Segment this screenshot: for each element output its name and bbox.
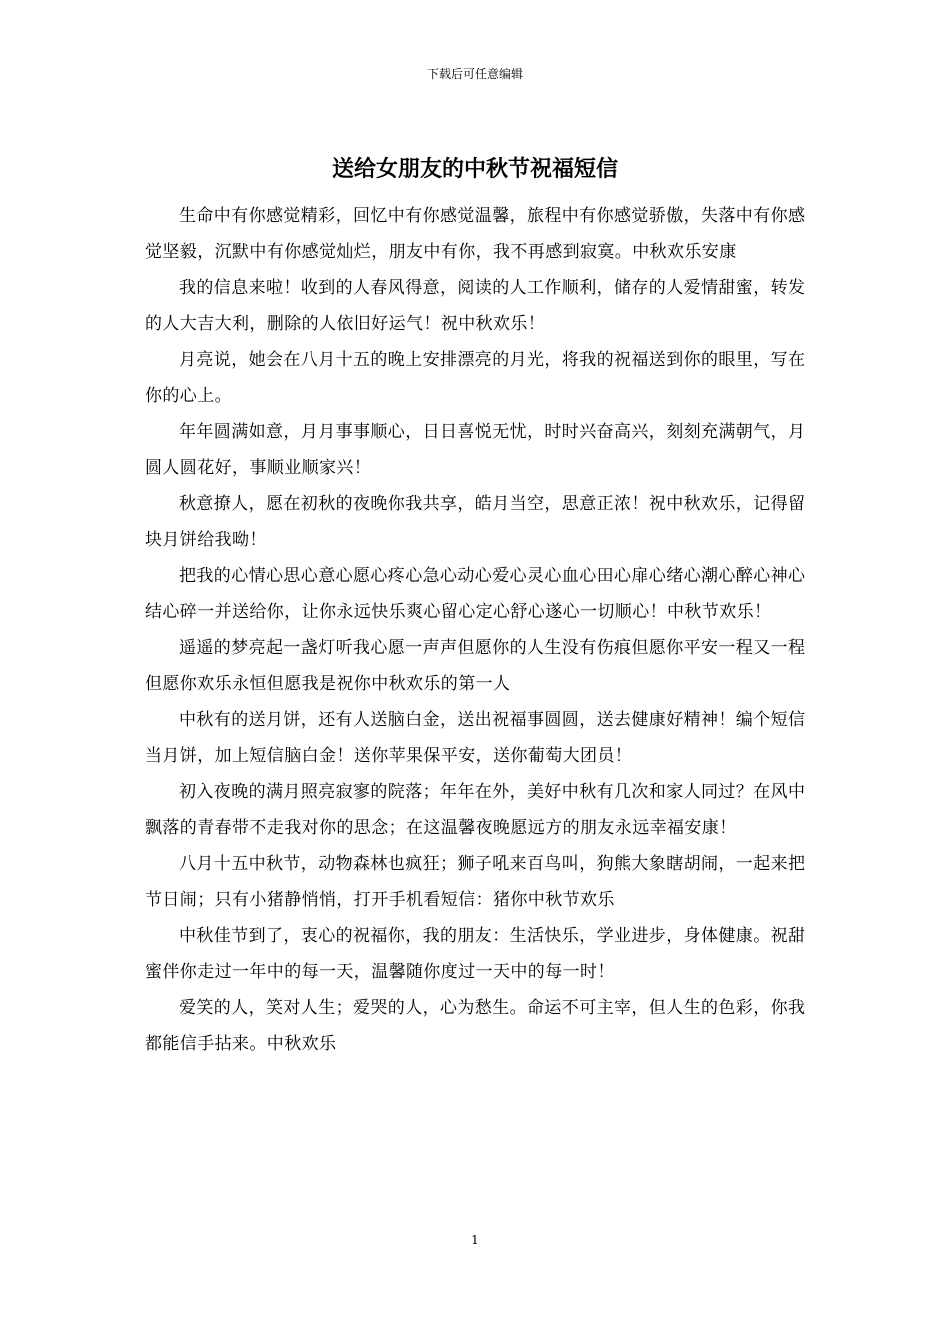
document-body	[145, 198, 813, 1062]
paragraph: 生命中有你感觉精彩，回忆中有你感觉温馨，旅程中有你感觉骄傲，失落中有你感觉坚毅，沉默中有你感觉灿烂，朋友中有你，我不再感到寂寞。中秋欢乐安康	[145, 206, 806, 262]
paragraph: 中秋有的送月饼，还有人送脑白金，送出祝福事圆圆，送去健康好精神！编个短信当月饼，加上短信脑白金！送你苹果保平安，送你葡萄大团员！	[145, 710, 806, 766]
paragraph: 月亮说，她会在八月十五的晚上安排漂亮的月光，将我的祝福送到你的眼里，写在你的心上。	[145, 350, 806, 406]
paragraph: 秋意撩人，愿在初秋的夜晚你我共享，皓月当空，思意正浓！祝中秋欢乐，记得留块月饼给我呦！	[145, 494, 806, 550]
paragraph: 遥遥的梦亮起一盏灯听我心愿一声声但愿你的人生没有伤痕但愿你平安一程又一程但愿你欢乐永恒但愿我是祝你中秋欢乐的第一人	[145, 638, 806, 694]
paragraph: 八月十五中秋节，动物森林也疯狂；狮子吼来百鸟叫，狗熊大象瞎胡闹，一起来把节日闹；只有小猪静悄悄，打开手机看短信：猪你中秋节欢乐	[145, 854, 806, 910]
page-number: 1	[471, 1233, 479, 1247]
paragraph: 我的信息来啦！收到的人春风得意，阅读的人工作顺利，储存的人爱情甜蜜，转发的人大吉大利，删除的人依旧好运气！祝中秋欢乐！	[145, 278, 806, 334]
paragraph: 中秋佳节到了，衷心的祝福你，我的朋友：生活快乐，学业进步，身体健康。祝甜蜜伴你走过一年中的每一天，温馨随你度过一天中的每一时！	[145, 926, 806, 982]
header-note: 下载后可任意编辑	[426, 67, 523, 81]
paragraph: 爱笑的人，笑对人生；爱哭的人，心为愁生。命运不可主宰，但人生的色彩，你我都能信手拈来。中秋欢乐	[145, 998, 806, 1054]
document-title: 送给女朋友的中秋节祝福短信	[331, 156, 618, 182]
paragraph: 年年圆满如意，月月事事顺心，日日喜悦无忧，时时兴奋高兴，刻刻充满朝气，月圆人圆花好，事顺业顺家兴！	[145, 422, 806, 478]
paragraph: 把我的心情心思心意心愿心疼心急心动心爱心灵心血心田心扉心绪心潮心醉心神心结心碎一并送给你，让你永远快乐爽心留心定心舒心遂心一切顺心！中秋节欢乐！	[145, 566, 806, 622]
paragraph: 初入夜晚的满月照亮寂寥的院落；年年在外，美好中秋有几次和家人同过？在风中飘落的青春带不走我对你的思念；在这温馨夜晚愿远方的朋友永远幸福安康！	[145, 782, 806, 838]
